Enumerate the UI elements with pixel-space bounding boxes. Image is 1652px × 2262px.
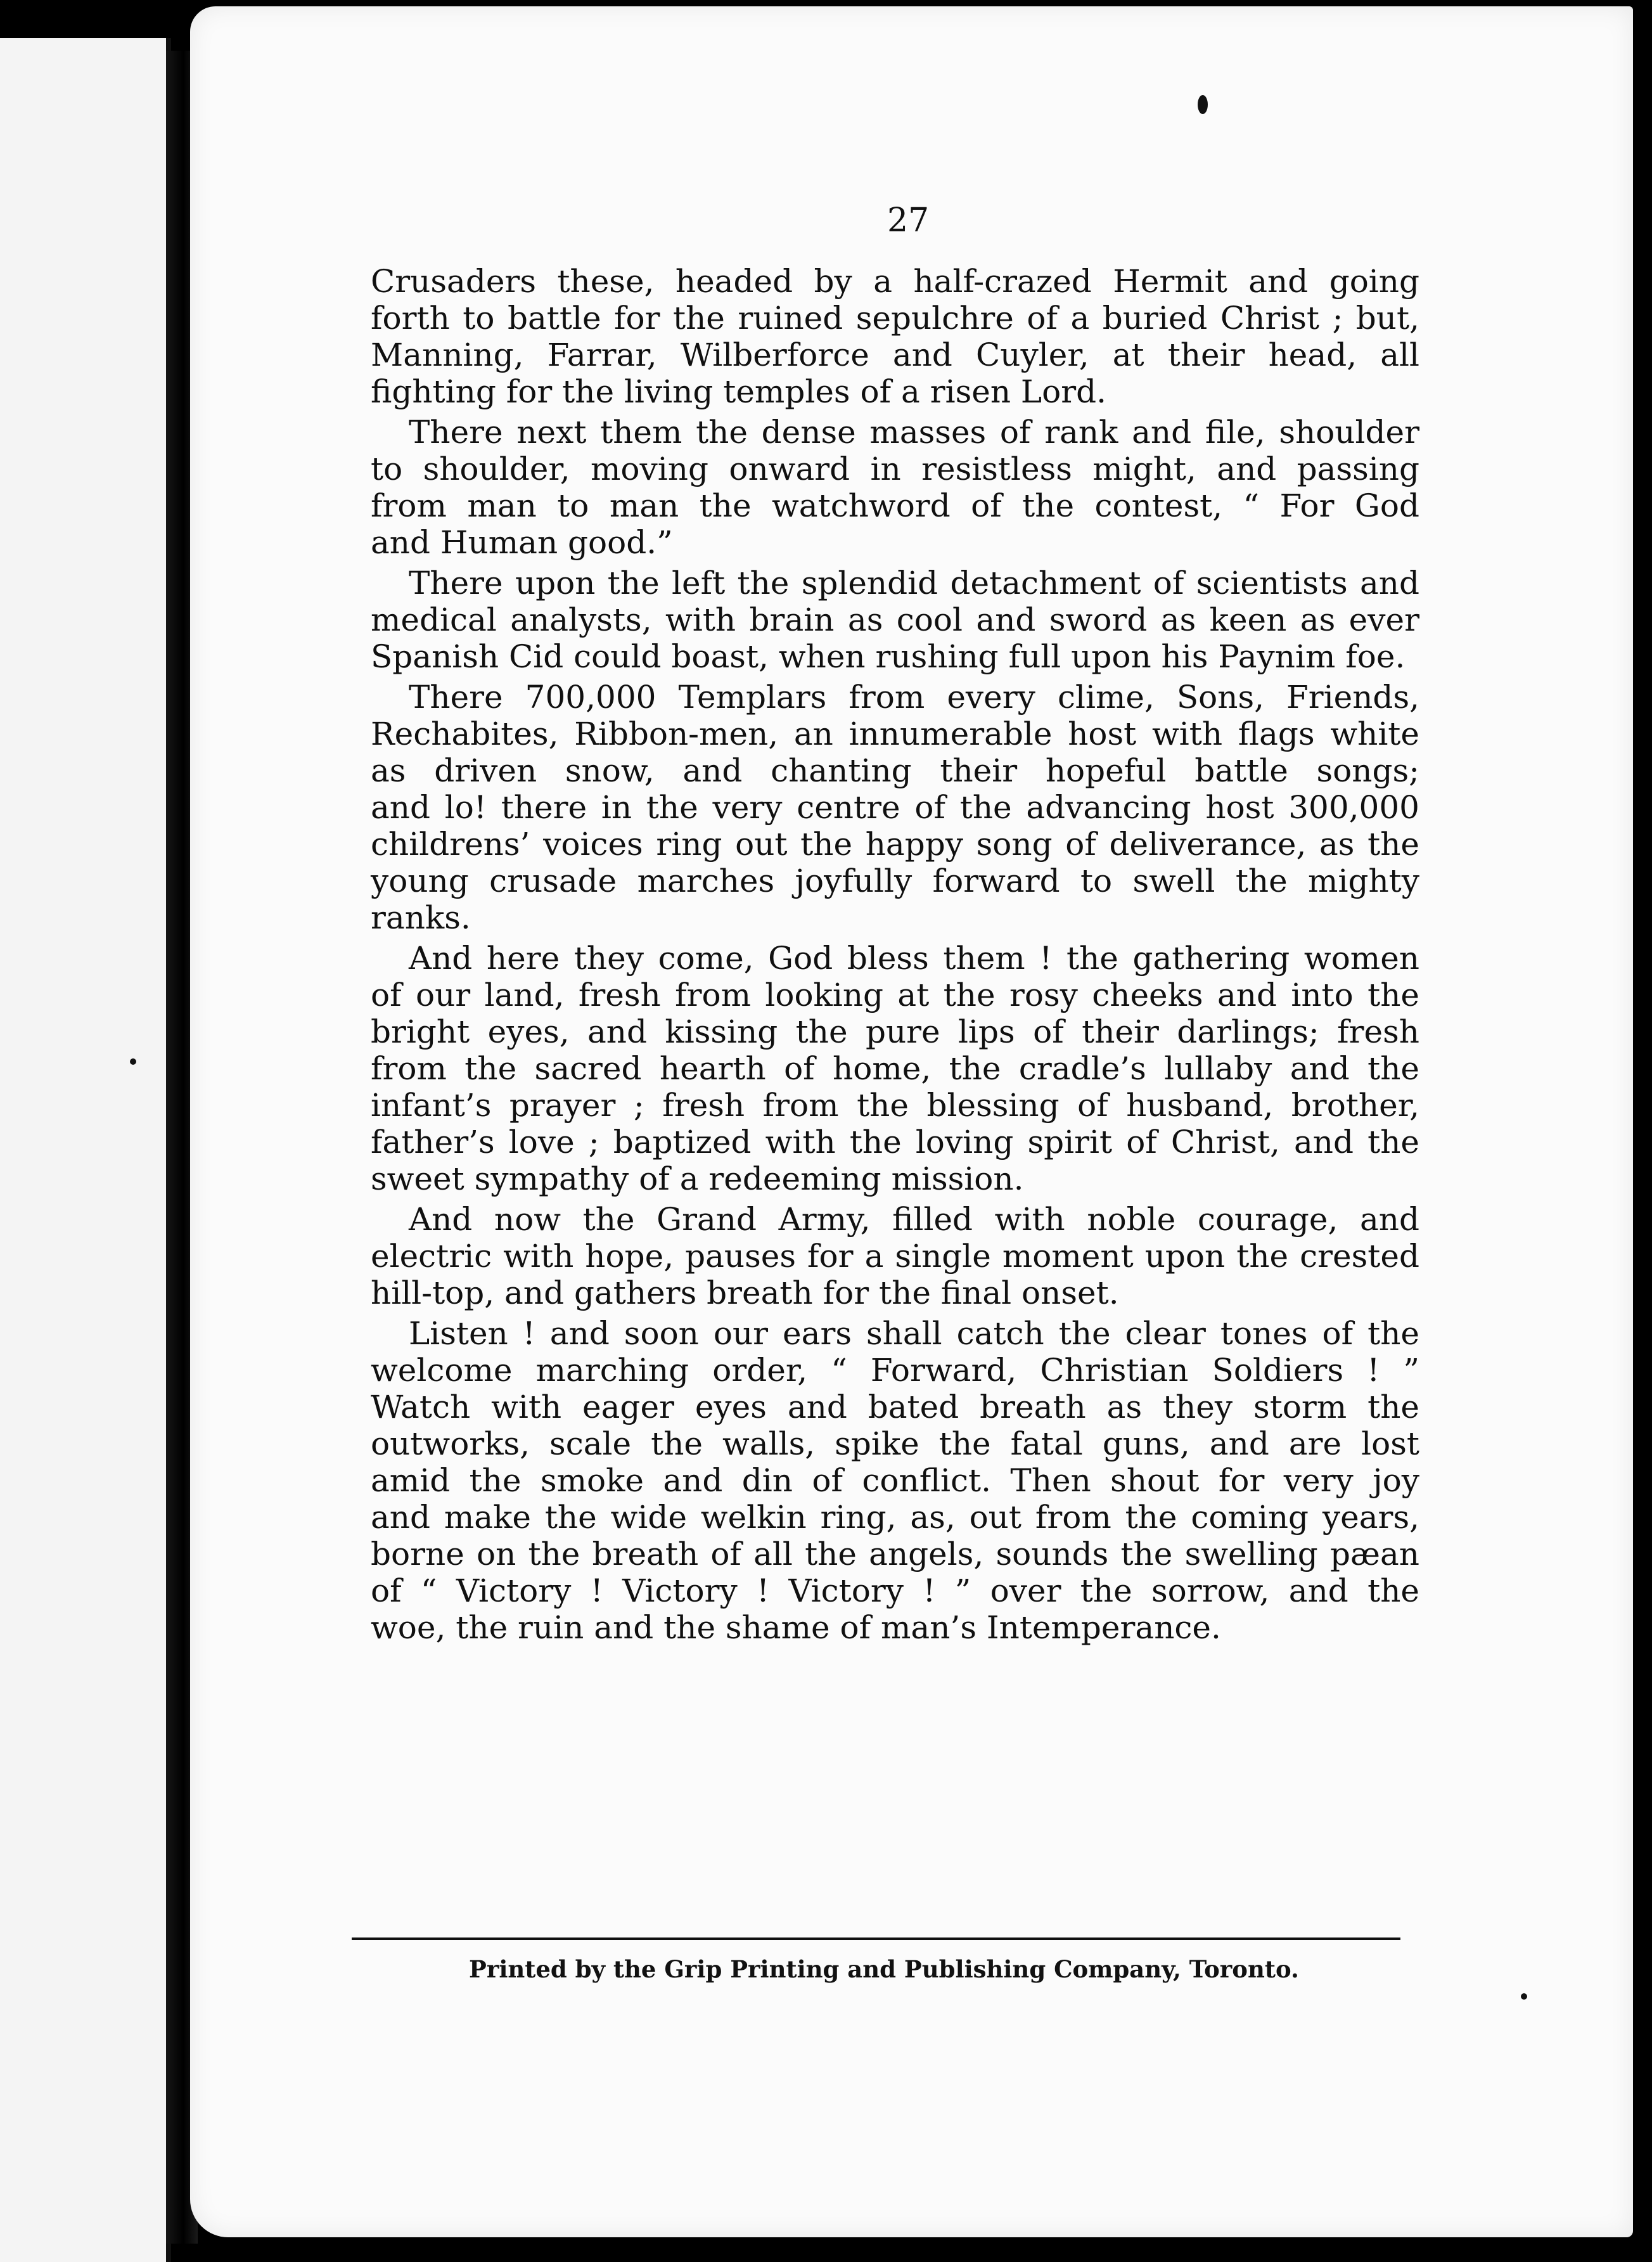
text-line: sweet sympathy of a redeeming mission. [371,1160,1024,1197]
paragraph [371,1315,1419,1646]
body-text [371,263,1419,1650]
printer-imprint: Printed by the Grip Printing and Publishing Company, Toronto. [469,1955,1299,1983]
text-line: There 700,000 Templars from every clime, Sons, Friends, [409,679,1419,716]
text-line: childrens’ voices ring out the happy song of deliverance, as the [371,826,1419,863]
text-line: And here they come, God bless them ! the gathering women [409,940,1419,977]
text-line: and lo! there in the very centre of the advancing host 300,000 [371,789,1419,826]
paragraph [371,1201,1419,1311]
text-line: of “ Victory ! Victory ! Victory ! ” over the sorrow, and the [371,1572,1419,1609]
text-line: There next them the dense masses of rank and file, shoulder [409,414,1419,451]
text-line: Spanish Cid could boast, when rushing full upon his Paynim foe. [371,638,1405,675]
text-line: from the sacred hearth of home, the cradle’s lullaby and the [371,1050,1419,1087]
paragraph [371,679,1419,936]
ink-speck [1521,1993,1527,2000]
text-line: father’s love ; baptized with the loving spirit of Christ, and the [371,1124,1419,1160]
text-line: medical analysts, with brain as cool and sword as keen as ever [371,601,1419,638]
text-line: infant’s prayer ; fresh from the blessing of husband, brother, [371,1087,1419,1124]
text-line: forth to battle for the ruined sepulchre of a buried Christ ; but, [371,300,1419,337]
paragraph [371,263,1419,410]
text-line: hill-top, and gathers breath for the final onset. [371,1275,1119,1311]
text-line: outworks, scale the walls, spike the fatal guns, and are lost [371,1425,1419,1462]
text-line: And now the Grand Army, filled with noble courage, and [409,1201,1419,1238]
text-line: amid the smoke and din of conflict. Then shout for very joy [371,1462,1419,1499]
text-line: and make the wide welkin ring, as, out from the coming years, [371,1499,1419,1536]
text-line: Listen ! and soon our ears shall catch the clear tones of the [409,1315,1419,1352]
text-line: to shoulder, moving onward in resistless might, and passing [371,451,1419,487]
paragraph [371,940,1419,1197]
page-number: 27 [887,202,930,240]
text-line: ranks. [371,899,471,936]
text-line: welcome marching order, “ Forward, Christian Soldiers ! ” [371,1352,1419,1389]
text-line: young crusade marches joyfully forward to swell the mighty [371,863,1419,899]
text-line: fighting for the living temples of a risen Lord. [371,373,1107,410]
text-line: Crusaders these, headed by a half-crazed Hermit and going [371,263,1419,300]
ink-speck [1198,95,1208,114]
text-line: of our land, fresh from looking at the rosy cheeks and into the [371,977,1419,1013]
paragraph [371,565,1419,675]
text-line: Manning, Farrar, Wilberforce and Cuyler, at their head, all [371,337,1419,373]
text-line: bright eyes, and kissing the pure lips of their darlings; fresh [371,1013,1419,1050]
text-line: and Human good.” [371,524,673,561]
text-line: electric with hope, pauses for a single moment upon the crested [371,1238,1419,1275]
ink-speck [130,1058,136,1065]
footer-rule [352,1937,1400,1940]
text-line: from man to man the watchword of the contest, “ For God [371,487,1419,524]
text-line: Rechabites, Ribbon-men, an innumerable host with flags white [371,716,1419,752]
text-line: There upon the left the splendid detachment of scientists and [409,565,1419,601]
facing-page [0,38,171,2262]
paragraph [371,414,1419,561]
text-line: as driven snow, and chanting their hopeful battle songs; [371,752,1419,789]
text-line: borne on the breath of all the angels, sounds the swelling pæan [371,1536,1419,1572]
text-line: woe, the ruin and the shame of man’s Intemperance. [371,1609,1221,1646]
text-line: Watch with eager eyes and bated breath as they storm the [371,1389,1419,1425]
